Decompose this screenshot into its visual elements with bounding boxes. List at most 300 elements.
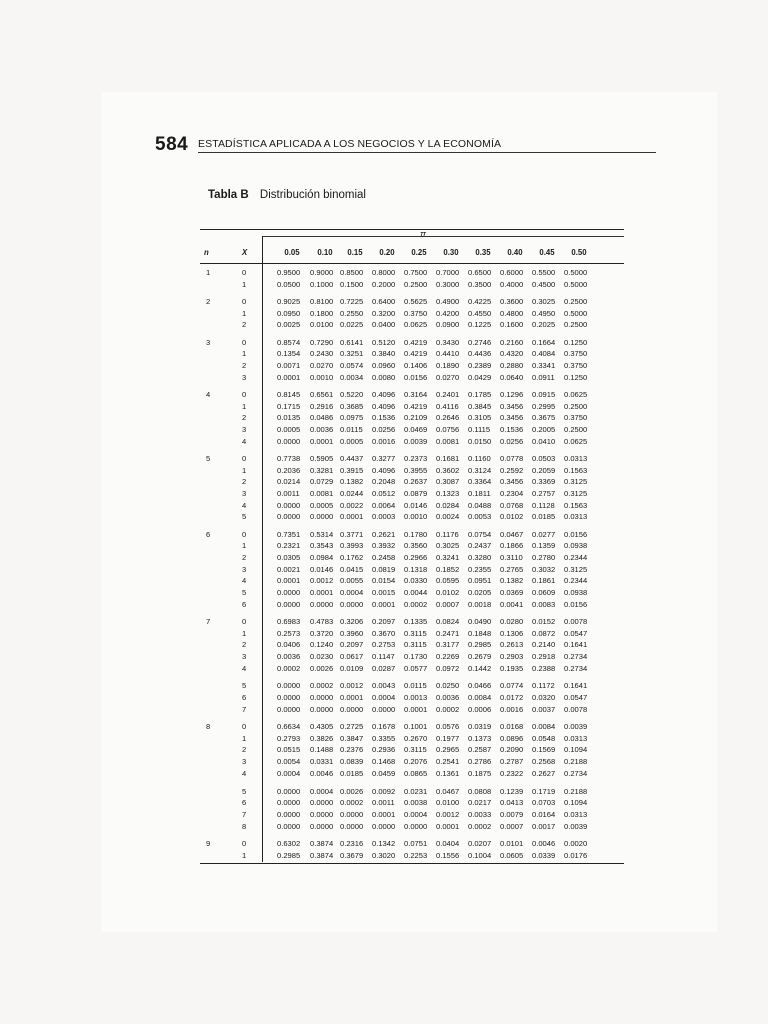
cell-value: 0.0071 [277, 360, 301, 370]
cell-value: 0.4096 [372, 465, 396, 475]
cell-value: 0.2966 [404, 552, 428, 562]
cell-value: 0.0984 [310, 552, 334, 562]
cell-value: 0.1852 [436, 564, 460, 574]
header-pi-1: 0.10 [317, 248, 333, 257]
cell-value: 0.0896 [500, 733, 524, 743]
table-row [200, 390, 624, 402]
running-head: ESTADÍSTICA APLICADA A LOS NEGOCIOS Y LA ECONOMÍA [198, 138, 502, 150]
cell-value: 0.0102 [500, 512, 524, 522]
cell-value: 0.0000 [340, 821, 364, 831]
pi-symbol: π [420, 229, 427, 239]
header-pi-5: 0.30 [443, 248, 459, 257]
cell-value: 0.0164 [532, 809, 556, 819]
cell-value: 0.0975 [340, 413, 364, 423]
table-header-row [200, 248, 624, 260]
table-row [200, 787, 624, 799]
cell-value: 0.0972 [436, 663, 460, 673]
cell-value: 0.0625 [404, 320, 428, 330]
cell-value: 0.0911 [532, 372, 555, 382]
cell-x: 1 [242, 401, 247, 411]
cell-n: 2 [206, 296, 211, 306]
cell-value: 0.1785 [468, 389, 492, 399]
cell-value: 0.0001 [372, 809, 396, 819]
cell-value: 0.0005 [277, 424, 301, 434]
cell-value: 0.1664 [532, 337, 556, 347]
cell-value: 0.0548 [532, 733, 556, 743]
cell-value: 0.3993 [340, 541, 364, 551]
cell-value: 0.0156 [404, 372, 428, 382]
cell-value: 0.0609 [532, 588, 556, 597]
header-rule [198, 152, 656, 153]
cell-value: 0.2587 [468, 745, 492, 755]
cell-value: 0.0839 [340, 757, 364, 767]
cell-value: 0.1342 [372, 838, 396, 848]
header-pi-2: 0.15 [347, 248, 363, 257]
cell-value: 0.0156 [564, 599, 588, 609]
cell-value: 0.3105 [468, 413, 492, 423]
cell-value: 0.0046 [532, 838, 556, 848]
header-n: n [204, 248, 209, 257]
cell-x: 4 [242, 768, 247, 778]
cell-value: 0.3826 [310, 733, 334, 743]
cell-value: 0.3025 [532, 296, 556, 306]
cell-x: 0 [242, 453, 247, 463]
cell-value: 0.2568 [532, 757, 556, 767]
cell-x: 1 [242, 349, 247, 359]
cell-value: 0.0135 [277, 413, 301, 423]
cell-value: 0.0000 [310, 512, 334, 522]
cell-value: 0.7351 [277, 529, 301, 539]
cell-value: 0.0024 [436, 512, 460, 522]
cell-value: 0.0001 [310, 436, 334, 446]
cell-value: 0.1500 [340, 279, 364, 289]
cell-value: 0.1296 [500, 389, 524, 399]
cell-x: 2 [242, 360, 247, 370]
cell-value: 0.0625 [564, 389, 588, 399]
cell-value: 0.0214 [277, 477, 301, 487]
cell-value: 0.0703 [532, 798, 556, 808]
cell-value: 0.0000 [277, 588, 301, 597]
cell-value: 0.0000 [372, 821, 396, 831]
cell-value: 0.1318 [404, 564, 428, 574]
table-row [200, 822, 624, 834]
cell-x: 6 [242, 693, 247, 703]
cell-value: 0.4219 [404, 337, 428, 347]
cell-value: 0.3025 [436, 541, 460, 551]
cell-value: 0.2140 [532, 640, 556, 650]
cell-value: 0.1715 [277, 401, 301, 411]
cell-value: 0.0429 [468, 372, 492, 382]
cell-x: 1 [242, 465, 247, 475]
cell-value: 0.0012 [310, 576, 334, 586]
table-row [200, 530, 624, 542]
cell-value: 0.2005 [532, 424, 556, 434]
cell-value: 0.0064 [372, 500, 396, 510]
table-row [200, 652, 624, 664]
cell-value: 0.2880 [500, 360, 524, 370]
cell-value: 0.0625 [564, 436, 588, 446]
cell-value: 0.0617 [340, 652, 364, 661]
cell-value: 0.4800 [500, 308, 524, 318]
cell-value: 0.1250 [564, 372, 588, 382]
cell-value: 0.0022 [340, 500, 364, 510]
cell-value: 0.2000 [372, 279, 396, 289]
cell-value: 0.7500 [404, 268, 428, 277]
cell-x: 1 [242, 279, 247, 289]
cell-value: 0.2458 [372, 552, 396, 562]
cell-value: 0.2916 [310, 401, 334, 411]
cell-value: 0.0000 [277, 599, 301, 609]
cell-value: 0.1382 [340, 477, 364, 487]
cell-value: 0.0010 [404, 512, 428, 522]
cell-x: 8 [242, 821, 247, 831]
cell-value: 0.2995 [532, 401, 556, 411]
cell-value: 0.1563 [564, 500, 588, 510]
cell-value: 0.2746 [468, 337, 492, 347]
cell-value: 0.0413 [500, 798, 524, 808]
cell-value: 0.0404 [436, 838, 460, 848]
table-row [200, 839, 624, 851]
cell-value: 0.3115 [404, 745, 427, 755]
cell-value: 0.6500 [468, 268, 492, 277]
cell-value: 0.5220 [340, 389, 364, 399]
table-row [200, 373, 624, 385]
cell-value: 0.0100 [436, 798, 460, 808]
cell-n: 7 [206, 616, 211, 626]
cell-value: 0.0001 [340, 693, 364, 703]
cell-value: 0.0043 [372, 681, 396, 691]
cell-value: 0.0054 [277, 757, 301, 767]
cell-value: 0.0001 [310, 588, 334, 597]
cell-value: 0.1866 [500, 541, 524, 551]
table-row [200, 437, 624, 449]
cell-value: 0.0000 [277, 809, 301, 819]
cell-x: 7 [242, 809, 247, 819]
cell-value: 0.8100 [310, 296, 334, 306]
table-row [200, 565, 624, 577]
cell-value: 0.0038 [404, 798, 428, 808]
cell-value: 0.1719 [532, 786, 556, 796]
cell-value: 0.1361 [436, 768, 460, 778]
cell-value: 0.2097 [372, 616, 396, 626]
cell-value: 0.3960 [340, 628, 364, 638]
cell-value: 0.1890 [436, 360, 460, 370]
cell-value: 0.0185 [532, 512, 556, 522]
cell-value: 0.0410 [532, 436, 556, 446]
cell-value: 0.0005 [310, 500, 334, 510]
cell-value: 0.0016 [500, 704, 524, 714]
cell-value: 0.0004 [372, 693, 396, 703]
cell-value: 0.0154 [372, 576, 396, 586]
table-row [200, 553, 624, 565]
cell-value: 0.4437 [340, 453, 364, 463]
table-row [200, 664, 624, 676]
cell-value: 0.2253 [404, 850, 428, 860]
cell-value: 0.0819 [372, 564, 396, 574]
cell-value: 0.0039 [564, 722, 588, 731]
cell-value: 0.4500 [532, 279, 556, 289]
header-pi-9: 0.50 [571, 248, 587, 257]
table-caption-title: Distribución binomial [259, 189, 366, 201]
table-row [200, 512, 624, 524]
cell-value: 0.3456 [500, 401, 524, 411]
cell-value: 0.1094 [564, 745, 588, 755]
cell-value: 0.1468 [372, 757, 396, 767]
cell-value: 0.2500 [564, 424, 588, 434]
cell-value: 0.0081 [310, 488, 334, 498]
cell-value: 0.0168 [500, 722, 524, 731]
cell-x: 0 [242, 337, 247, 347]
cell-value: 0.2985 [468, 640, 492, 650]
cell-value: 0.1681 [436, 453, 460, 463]
cell-value: 0.1556 [436, 850, 460, 860]
cell-value: 0.3430 [436, 337, 460, 347]
cell-value: 0.6634 [277, 722, 301, 731]
cell-value: 0.0011 [277, 488, 300, 498]
cell-value: 0.0001 [372, 599, 396, 609]
cell-value: 0.0577 [404, 663, 428, 673]
cell-x: 1 [242, 733, 247, 743]
table-row [200, 798, 624, 810]
cell-value: 0.0000 [310, 821, 334, 831]
cell-value: 0.0640 [500, 372, 524, 382]
cell-value: 0.5120 [372, 337, 396, 347]
cell-value: 0.1406 [404, 360, 428, 370]
cell-value: 0.0879 [404, 488, 428, 498]
cell-value: 0.0415 [340, 564, 364, 574]
cell-value: 0.2322 [500, 768, 524, 778]
cell-value: 0.3845 [468, 401, 492, 411]
cell-x: 4 [242, 576, 247, 586]
cell-value: 0.4320 [500, 349, 524, 359]
cell-value: 0.0467 [500, 529, 524, 539]
cell-value: 0.2373 [404, 453, 428, 463]
cell-value: 0.0574 [340, 360, 364, 370]
cell-x: 7 [242, 704, 247, 714]
cell-value: 0.1000 [310, 279, 334, 289]
cell-value: 0.0006 [468, 704, 492, 714]
cell-value: 0.0000 [310, 798, 334, 808]
cell-value: 0.0256 [500, 436, 524, 446]
cell-value: 0.0277 [532, 529, 556, 539]
table-row [200, 576, 624, 588]
header-pi-3: 0.20 [379, 248, 395, 257]
cell-value: 0.1094 [564, 798, 588, 808]
cell-x: 0 [242, 268, 247, 277]
cell-value: 0.0231 [404, 786, 428, 796]
table-row [200, 454, 624, 466]
cell-value: 0.1442 [468, 663, 492, 673]
cell-value: 0.0951 [468, 576, 492, 586]
cell-x: 0 [242, 722, 247, 731]
cell-value: 0.6983 [277, 616, 301, 626]
cell-value: 0.1323 [436, 488, 460, 498]
cell-value: 0.1875 [468, 768, 492, 778]
pi-rule [262, 236, 624, 237]
table-row [200, 338, 624, 350]
cell-value: 0.2613 [500, 640, 524, 650]
cell-value: 0.2471 [436, 628, 460, 638]
cell-value: 0.0007 [436, 599, 460, 609]
cell-value: 0.2592 [500, 465, 524, 475]
cell-value: 0.3125 [564, 477, 588, 487]
cell-value: 0.0005 [340, 436, 364, 446]
cell-value: 0.3932 [372, 541, 396, 551]
cell-value: 0.0459 [372, 768, 396, 778]
cell-value: 0.5500 [532, 268, 556, 277]
cell-value: 0.3115 [404, 640, 427, 650]
cell-value: 0.0146 [404, 500, 428, 510]
cell-value: 0.5000 [564, 279, 588, 289]
cell-value: 0.2786 [468, 757, 492, 767]
cell-x: 0 [242, 296, 247, 306]
cell-value: 0.0078 [564, 704, 588, 714]
cell-value: 0.0115 [340, 424, 363, 434]
cell-x: 4 [242, 500, 247, 510]
cell-value: 0.0000 [277, 512, 301, 522]
cell-value: 0.2188 [564, 786, 588, 796]
cell-value: 0.3177 [436, 640, 460, 650]
cell-value: 0.0488 [468, 500, 492, 510]
cell-value: 0.2787 [500, 757, 524, 767]
table-row [200, 734, 624, 746]
cell-value: 0.0084 [468, 693, 492, 703]
cell-value: 0.0595 [436, 576, 460, 586]
cell-value: 0.0036 [436, 693, 460, 703]
cell-value: 0.7290 [310, 337, 334, 347]
cell-value: 0.0102 [436, 588, 460, 597]
cell-value: 0.2573 [277, 628, 301, 638]
cell-value: 0.0002 [436, 704, 460, 714]
cell-value: 0.0400 [372, 320, 396, 330]
cell-value: 0.1762 [340, 552, 364, 562]
cell-value: 0.3277 [372, 453, 396, 463]
cell-value: 0.1600 [500, 320, 524, 330]
cell-value: 0.0000 [277, 704, 301, 714]
cell-value: 0.0808 [468, 786, 492, 796]
cell-x: 5 [242, 681, 247, 691]
cell-value: 0.0000 [277, 798, 301, 808]
cell-value: 0.0039 [564, 821, 588, 831]
cell-value: 0.0002 [340, 798, 364, 808]
cell-value: 0.2437 [468, 541, 492, 551]
table-row [200, 268, 624, 280]
table-row [200, 693, 624, 705]
cell-value: 0.2097 [340, 640, 364, 650]
cell-value: 0.0774 [500, 681, 524, 691]
cell-value: 0.0001 [436, 821, 460, 831]
cell-value: 0.0490 [468, 616, 492, 626]
cell-value: 0.3847 [340, 733, 364, 743]
cell-value: 0.3670 [372, 628, 396, 638]
cell-x: 0 [242, 838, 247, 848]
page-number: 584 [155, 134, 189, 155]
cell-x: 0 [242, 616, 247, 626]
cell-value: 0.3369 [532, 477, 556, 487]
cell-value: 0.0081 [436, 436, 460, 446]
header-pi-7: 0.40 [507, 248, 523, 257]
cell-value: 0.2321 [277, 541, 301, 551]
cell-value: 0.1160 [468, 453, 491, 463]
table-row [200, 349, 624, 361]
cell-value: 0.0256 [372, 424, 396, 434]
cell-value: 0.2793 [277, 733, 301, 743]
table-row [200, 501, 624, 513]
cell-x: 2 [242, 640, 247, 650]
cell-value: 0.3281 [310, 465, 334, 475]
cell-value: 0.0002 [468, 821, 492, 831]
cell-value: 0.0080 [372, 372, 396, 382]
cell-value: 0.3955 [404, 465, 428, 475]
cell-value: 0.0016 [372, 436, 396, 446]
cell-value: 0.0313 [564, 733, 588, 743]
cell-value: 0.0156 [564, 529, 588, 539]
cell-value: 0.0768 [500, 500, 524, 510]
table-row [200, 769, 624, 781]
cell-value: 0.3750 [404, 308, 428, 318]
cell-value: 0.2090 [500, 745, 524, 755]
cell-value: 0.0250 [436, 681, 460, 691]
cell-value: 0.0469 [404, 424, 428, 434]
cell-value: 0.1128 [532, 500, 555, 510]
cell-value: 0.0020 [564, 838, 588, 848]
cell-value: 0.2646 [436, 413, 460, 423]
cell-value: 0.3685 [340, 401, 364, 411]
cell-value: 0.0176 [564, 850, 588, 860]
cell-value: 0.0046 [310, 768, 334, 778]
cell-value: 0.0021 [277, 564, 301, 574]
cell-value: 0.5905 [310, 453, 334, 463]
cell-value: 0.0172 [500, 693, 524, 703]
cell-value: 0.3543 [310, 541, 334, 551]
cell-value: 0.2637 [404, 477, 428, 487]
cell-x: 3 [242, 372, 247, 382]
table-row [200, 629, 624, 641]
cell-value: 0.3020 [372, 850, 396, 860]
cell-value: 0.0055 [340, 576, 364, 586]
cell-value: 0.0000 [277, 821, 301, 831]
cell-x: 3 [242, 424, 247, 434]
cell-value: 0.2936 [372, 745, 396, 755]
cell-value: 0.8574 [277, 337, 301, 347]
cell-value: 0.0000 [340, 599, 364, 609]
cell-value: 0.0950 [277, 308, 301, 318]
cell-value: 0.0217 [468, 798, 492, 808]
cell-value: 0.0605 [500, 850, 524, 860]
cell-x: 6 [242, 599, 247, 609]
cell-value: 0.4305 [310, 722, 334, 731]
cell-x: 5 [242, 512, 247, 522]
cell-value: 0.0230 [310, 652, 334, 661]
table-row [200, 297, 624, 309]
cell-value: 0.0330 [404, 576, 428, 586]
cell-n: 1 [206, 268, 211, 277]
cell-value: 0.4900 [436, 296, 460, 306]
cell-value: 0.0101 [500, 838, 524, 848]
cell-value: 0.2048 [372, 477, 396, 487]
cell-value: 0.4084 [532, 349, 556, 359]
cell-value: 0.3771 [340, 529, 364, 539]
cell-value: 0.3206 [340, 616, 364, 626]
cell-value: 0.1641 [564, 640, 588, 650]
cell-value: 0.3032 [532, 564, 556, 574]
cell-value: 0.0079 [500, 809, 524, 819]
cell-value: 0.3456 [500, 477, 524, 487]
cell-value: 0.1569 [532, 745, 556, 755]
cell-value: 0.1240 [310, 640, 334, 650]
cell-value: 0.7225 [340, 296, 364, 306]
table-caption-label: Tabla B [208, 189, 249, 201]
